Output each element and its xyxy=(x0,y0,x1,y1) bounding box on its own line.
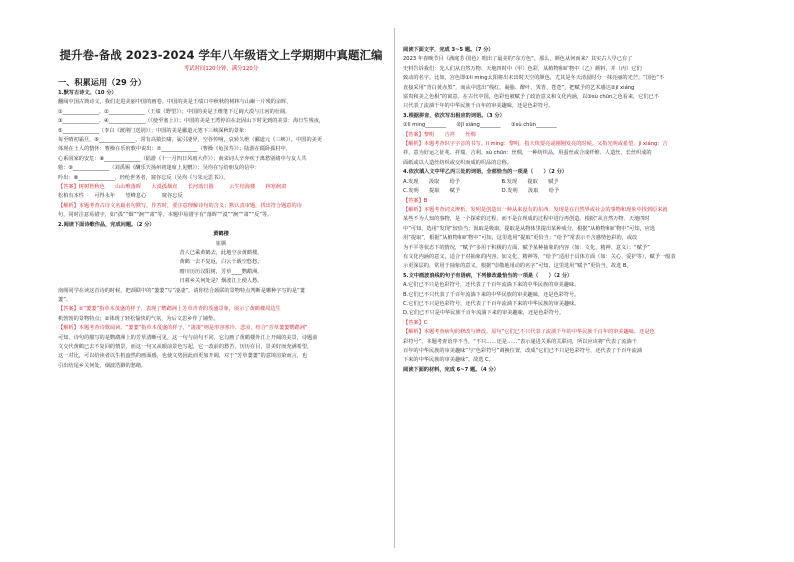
text-line: 为不平等状态下的情况，“赋予”多用于积极的方面，赋予某种抽象的内容（如：文化、精神、意义）；“赋予” xyxy=(403,244,650,251)
text-line: 2023 年春晚节目《满庭芳·国色》唱出了最美的“东方色”。那么，颜色从何而来？其实古人早已有了 xyxy=(403,56,633,63)
text-line: 富贵和美之色相”的寓意。在古代中国，色彩也被赋予了政治意义和文化内涵，以③sù chūn之色看来，它们已不 xyxy=(403,94,659,101)
poem-line: 崔颢 xyxy=(215,240,227,247)
text-line: 【解析】本题考查诗歌阅读。“萋萋”指草木茂盛的样子，“凄凄”则是形容寒冷、悲凉，结合“芳草萋萋鹦鹉洲” xyxy=(58,325,308,332)
text-line: D.它们已不只是中华民族千百年流淌下来的审美趣味，还是色彩符号。 xyxy=(403,310,565,317)
poem-line: 昔人已乘黄鹤去，此地空余黄鹤楼。 xyxy=(179,249,263,256)
right-text-block xyxy=(403,46,739,375)
text-line: 翻阅中国古典诗文，我们走进美丽中国的画卷。中国的美是王绩口中秋秋的树林与山巅一片残的余晖， xyxy=(58,99,292,106)
text-line: 南阁同学在读这首诗的时候，把颈联中的“萋萋”写“凄凄”，请你结合颈联的景物特点判断是哪种字写的是“萋 xyxy=(58,287,305,294)
text-line: 【解析】本题考查病句的修改与修改。原句“它们已不只代表了流淌千年的中华民族千百年的审美趣味，还是色 xyxy=(403,329,655,336)
text-line: 【答案】①“萋萋”指草木茂盛的样子，表现了鹦鹉洲上芳草青青的茂盛景象，展示了黄鹤楼周边生 xyxy=(58,306,281,313)
poem-line: 晴川历历汉阳树，芳草____鹦鹉洲。 xyxy=(179,268,263,275)
column-divider xyxy=(394,28,395,548)
poem-line: 黄鹤楼 xyxy=(213,231,229,238)
text-line: 体现在士人的情怀：曹操在乐府歌中说出：⑦______________（曹操《龟虽寿》）；陆游在僵卧孤村中， xyxy=(58,146,291,153)
text-line: 中”可知，选用“发现”较恰当；汲取是吸取，提取是从物体里提出某种成分，根据“从植物和矿物中”可知，应选 xyxy=(403,225,656,232)
text-line: 祥，意为好运之征兆、祥瑞、吉利。sù chūn：丝绸，一种纺织品，用蚕丝或合成纤维、人造丝、长丝织成的 xyxy=(403,150,652,157)
text-line: ①______________，②______________（王绩《野望》）；中国的美是王维笔下辽阔大漠与江河的壮阔， xyxy=(58,108,291,115)
text-line: 阅读下面的材料，完成 6~7 题。（4 分） xyxy=(403,366,499,373)
text-line: 下来的中华民族的审美趣味”。故选 C。 xyxy=(403,357,494,364)
poem-block xyxy=(58,230,384,286)
left-text-block xyxy=(58,89,384,230)
text-line: 2.阅读下面诗歌作品，完成问题。（2 分） xyxy=(58,221,155,228)
text-line: 某些不为人知的事物，是一个探索的过程，而不是在现成的过程中进行再创造。根据“从自然万物、天地四时 xyxy=(403,216,650,223)
text-line: 4.依次填入文中甲乙丙三处的词语，全部恰当的一项是（ ）（2 分） xyxy=(403,169,568,176)
text-line: ⑤______________（李白《渡荆门送别》）；中国的美是郦道元笔下三峡深秋的景象： xyxy=(58,127,250,134)
exam-info: 考试时间120分钟，满分120分 xyxy=(183,66,259,72)
text-line: ③______________，④______________（《使至塞上》）；中国的美是王湾停泊在北固山下时见到的美景：海日生残夜， xyxy=(58,118,325,125)
document-title: 提升卷-备战 2023-2024 学年八年级语文上学期期中真题汇编 xyxy=(59,48,383,62)
text-line: 5.文中画波浪线的句子有语病，下列修改最恰当的一项是（ ）（2 分） xyxy=(403,272,573,279)
left-text-block-2 xyxy=(58,287,384,372)
text-line: ①li ming________ ②jī xiáng________ ③sù chūn________ xyxy=(403,122,557,129)
text-line: 有文化内涵的意义，适合于对抽象的内容，如文化、精神等，“给予”适用于具体方面（如：关心、爱护等）。赋予一般表 xyxy=(403,253,676,260)
text-line: 【答案】C xyxy=(403,319,428,326)
text-line: 每至晴初霜旦，⑥______________，常有高猿长啸，属引凄异，空谷传响，哀转久绝（郦道元《三峡》）。中国的美更 xyxy=(58,137,323,144)
text-line: 示更深层的，常用于抽象的意义。根据“崇敬地用动的名字”可知，这里选用“赋予”更恰当。故选 B。 xyxy=(403,263,632,270)
text-line: 【答案】树树皆秋色 山山唯落晖 大漠孤烟直 长河落日圆 云生结海楼 林寒涧肃 xyxy=(58,184,287,191)
text-line: 机勃勃的景物特点；②体现了轻松愉快的气氛，为后文思乡作了铺垫。 xyxy=(58,315,219,322)
text-line: 吟出：⑩______________，经纶世务者，窥谷忘反（吴均《与朱元思书》）。 xyxy=(58,174,229,181)
text-line: 只代表了流淌千年的中华民族千百年的审美趣味，还是色彩符号。 xyxy=(403,103,554,110)
text-line: 百年的中华民族的审美趣味”与“色彩符号”调换位置，改成“它们已不只是色彩符号，还代表了千百年流淌 xyxy=(403,348,643,354)
text-line: 句，同时注意易错字，如“孤”“烟”“涧”“肃”等。本题中易错字有“落晖”“漠”“涧”“肃”“反”等。 xyxy=(58,212,273,219)
poem-line: 黄鹤一去不复返，白云千载空悠悠。 xyxy=(179,259,263,266)
text-line: 心系国家的安危：⑧______________（陆游《十一月四日风雨大作》）；南宋词人辛弃疾于离愁别绪中与友人共 xyxy=(58,155,307,162)
text-line: 这一对比，可以给读者以生机盎然的画面感，也使文势因此而更加开阔，对于“芳草萋萋”的意境渲染而言，也 xyxy=(58,353,308,360)
text-line: 可知，诗句的描写的是鹦鹉洲上的芳草清晰可见，这一句与前句不同，它勾画了黄鹤楼外江上开阔的美景，诗题前 xyxy=(58,334,318,341)
text-line: A.它们已不只是色彩符号，还代表了千百年流淌下来的中华民族的审美趣味。 xyxy=(403,282,580,289)
text-line: 勉：⑨______________（刘禹锡《酬乐天扬州初逢席上见赠》）；吴均在写给朋友的信中： xyxy=(58,165,260,172)
poem-line: 日暮乡关何处是？烟波江上使人愁。 xyxy=(179,278,263,285)
text-line: 面纸或以人造丝纺织或交织而成的织品的总称。 xyxy=(403,159,512,166)
text-line: 史料告诉我们：先人们从自然万物、天地四时中（甲）色彩，从植物和矿物中（乙）颜料，并（丙）它们 xyxy=(403,65,642,72)
text-line: 【解析】本题考查识字字音的书写。li ming：黎明，指天快要亮或刚刚发亮的时候。又指光明或希望。jī xiáng：吉 xyxy=(403,141,668,148)
text-line: 阅读下面文字，完成 3~5 题。（7 分） xyxy=(403,47,494,53)
text-line: 致动的名字。比如，宫色即①li ming太阳将出未出时天空的颜色，尤其是冬天清晨时分一抹亮丽的光芒。“国色”不 xyxy=(403,75,665,82)
text-line: 彩符号”，本题考查语序不当，“不只……还是……”表示递进关系的关联词，所以应该将“代表了流淌千 xyxy=(403,338,637,345)
text-line: 松柏有本性 可得永年 望峰息心 窥谷忘反 xyxy=(58,193,183,200)
left-column xyxy=(58,30,384,548)
text-line: 用“提取”，根据“从植物和矿物中”可知，这里选用“提取”更恰当；“给予”常表示不含感情色彩的，或改 xyxy=(403,235,638,242)
text-line: 1.默写古诗文。（10 分） xyxy=(58,90,117,96)
text-line: 【答案】B xyxy=(403,197,428,204)
text-line: 引出结尾乡关何处、烟波浩渺的愁绪。 xyxy=(58,362,147,369)
text-line: 直接采用“青白黄赤黑”，而从中选出“栈红、凝脂、醉叶、霁青、苍苍”，把赋予的艺术感达②jī xiáng xyxy=(403,84,635,91)
text-line: 【解析】本题考查词义辨析。发明是创造出一种从来没有的东西，发现是在自然界或社会的事物和现象中找到原来就 xyxy=(403,206,668,213)
text-line: 【解析】本题考查古诗文名篇名句默写。作答时，要注意理解诗句的含义；默认真审题，找出符合题意的诗 xyxy=(58,202,302,209)
text-line: B.它们已不只代表了千百年流淌下来的中华民族的审美趣味，还是色彩符号。 xyxy=(403,291,580,298)
right-column xyxy=(403,30,739,548)
text-line: C.发明 提取 赋予 D.发明 汲取 给予 xyxy=(403,188,560,195)
text-line: 萋”。 xyxy=(58,296,72,303)
text-line: 3.根据拼音，依次写出相应的词语。（3 分） xyxy=(403,112,505,119)
section-heading: 一、积累运用（29 分） xyxy=(58,77,146,87)
text-line: A.发现 汲取 给予 B.发现 提取 赋予 xyxy=(403,178,559,185)
text-line: C.它们已不只是色彩符号，还代表了千百年流淌下来的中华民族的审美趣味。 xyxy=(403,300,580,307)
text-line: 文交代黄鹤已去不复回的情景，而这一句又从眼前景色写起，它一改前的愁苦，历历在目，景美好而充满希望， xyxy=(58,343,313,350)
text-line: 【答案】黎明 吉祥 丝绸 xyxy=(403,131,476,138)
